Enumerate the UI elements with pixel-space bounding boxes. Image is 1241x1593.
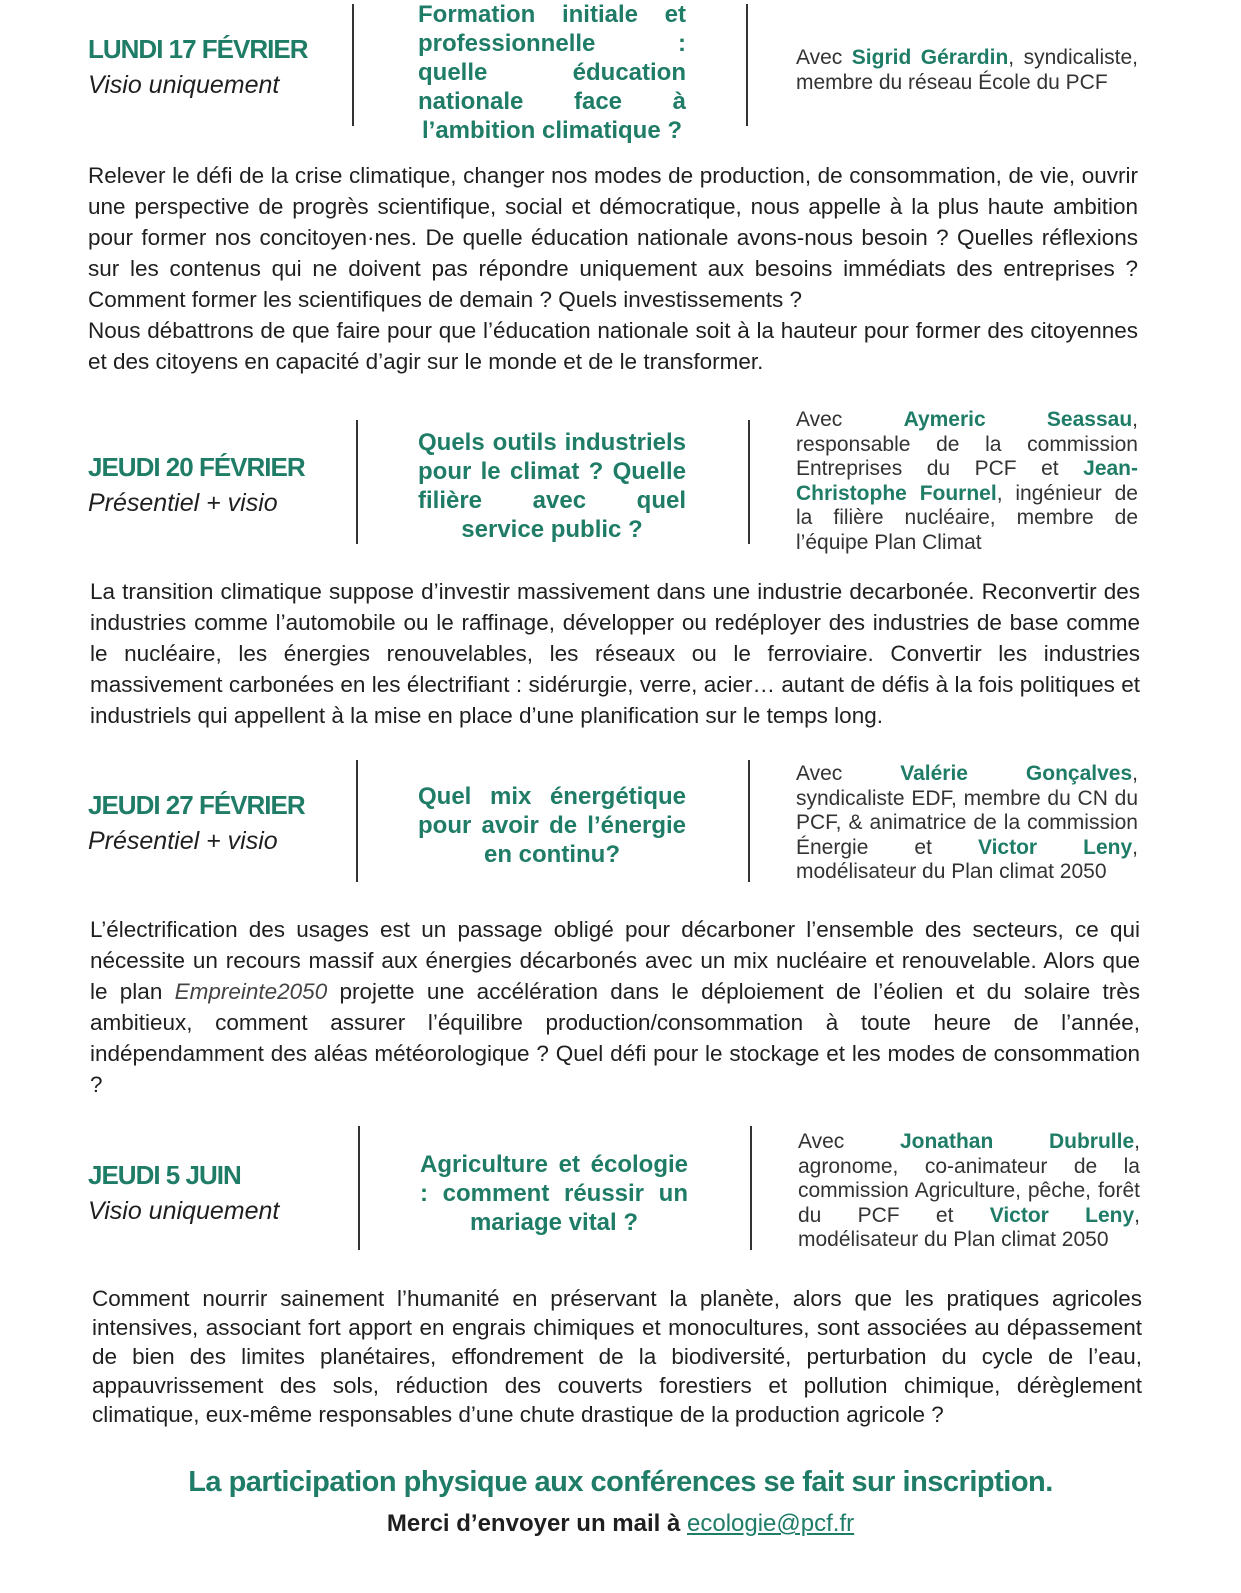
event-description-1 [88,160,1138,377]
event-mode: Présentiel + visio [88,827,278,855]
event-mode: Visio uniquement [88,1197,280,1225]
description-paragraph: Nous débattrons de que faire pour que l’éducation nationale soit à la hauteur pour former des citoyennes et des citoyens en capacité d’agir sur le monde et de le transformer. [88,318,1138,374]
divider [352,4,354,126]
divider [356,420,358,544]
speakers-prefix: Avec [798,1130,900,1153]
event-header-1 [88,0,1148,144]
description-paragraph: Comment nourrir sainement l’humanité en préservant la planète, alors que les pratiques agricoles intensives, associant fort apport en engrais chimiques et monocultures, sont associées au dépassement de bien des limites planétaires, effondrement de la biodiversité, perturbation du cycle de l’eau, appauvrissement des sols, réduction des couverts forestiers et pollution chimique, dérèglement climatique, eux-même responsables d’une chute drastique de la production agricole ? [92,1286,1142,1427]
divider [750,1126,752,1250]
event-header-4 [88,1126,1148,1256]
event-date: JEUDI 20 FÉVRIER [88,452,305,482]
event-header-2 [88,408,1148,554]
event-speakers [798,1130,1140,1253]
registration-notice: La participation physique aux conférences se fait sur inscription. [188,1466,1053,1498]
speaker-role: , modélisateur du Plan climat 2050 [796,835,1138,883]
contact-prefix: Merci d’envoyer un mail à [386,1510,687,1537]
event-date-block [88,34,350,100]
plan-name: Empreinte2050 [174,979,328,1004]
speaker-role: , syndicaliste EDF, membre du CN du PCF, & animatrice de la commission Énergie et [796,762,1138,859]
speaker-role: , agronome, co-animateur de la commission Agriculture, pêche, forêt du PCF et [798,1130,1140,1227]
speaker-name: Sigrid Gérardin [851,46,1009,69]
speaker-role: , syndicaliste, membre du réseau École du PCF [796,46,1138,94]
speaker-name: Jonathan Dubrulle [899,1130,1135,1153]
divider [748,760,750,882]
event-title: Agriculture et écologie : comment réussir un mariage vital ? [420,1151,688,1236]
event-mode: Visio uniquement [88,71,280,99]
event-date-block [88,1160,350,1226]
event-speakers [796,762,1138,885]
event-description-3 [90,914,1140,1100]
speakers-prefix: Avec [796,46,852,69]
event-date: JEUDI 5 JUIN [88,1160,241,1190]
divider [356,760,358,882]
divider [748,420,750,544]
speaker-role: , responsable de la commission Entreprises du PCF et [796,408,1138,480]
event-speakers [796,46,1138,95]
speakers-prefix: Avec [796,408,904,431]
speaker-name: Victor Leny [989,1203,1135,1227]
event-speakers [796,408,1138,555]
event-title-block [418,0,686,145]
divider [746,4,748,126]
speaker-name: Victor Leny [977,835,1133,859]
speaker-name: Aymeric Seassau [903,408,1133,431]
description-paragraph: Relever le défi de la crise climatique, changer nos modes de production, de consommation, de vie, ouvrir une perspective de progrès scientifique, social et démocratique, nous appelle à la plus haute ambition pour former nos concitoyen·nes. De quelle éducation nationale avons-nous besoin ? Quelles réflexions sur les contenus qui ne doivent pas répondre uniquement aux besoins immédiats des entreprises ? Comment former les scientifiques de demain ? Quels investissements ? [88,163,1138,312]
speaker-role: , ingénieur de la filière nucléaire, membre de l’équipe Plan Climat [796,481,1138,554]
event-title: Quels outils industriels pour le climat ? Quelle filière avec quel service public ? [418,429,686,543]
event-description-4 [92,1284,1142,1429]
description-paragraph: La transition climatique suppose d’investir massivement dans une industrie decarbonée. Reconvertir des industries comme l’automobile ou le raffinage, développer ou redéployer des industries de base comme le nucléaire, les énergies renouvelables, les réseaux ou le ferroviaire. Convertir les industries massivement carbonées en les électrifiant : sidérurgie, verre, acier… autant de défis à la fois politiques et industriels qui appellent à la mise en place d’une planification sur le temps long. [90,579,1140,728]
event-date: LUNDI 17 FÉVRIER [88,34,308,64]
speaker-name: Jean-Christophe Fournel [796,457,1138,505]
event-date-block [88,452,350,518]
speakers-prefix: Avec [796,762,901,785]
event-title-block [418,782,686,869]
description-paragraph [90,914,1140,1100]
event-description-2 [90,576,1140,731]
email-link[interactable]: ecologie@pcf.fr [687,1510,855,1537]
contact-line [0,1510,1241,1538]
event-title: Formation initiale et professionnelle : quelle éducation nationale face à l’ambition climatique ? [418,1,686,144]
divider [358,1126,360,1250]
event-date: JEUDI 27 FÉVRIER [88,790,305,820]
event-title-block [420,1150,688,1237]
event-date-block [88,790,350,856]
description-text: L’électrification des usages est un passage obligé pour décarboner l’ensemble des secteurs, ce qui nécessite un recours massif aux énergies décarbonés avec un mix nucléaire et renouvelable. Alors que le plan [90,917,1140,1004]
event-header-3 [88,760,1148,890]
speaker-name: Valérie Gonçalves [900,762,1133,785]
event-title-block [418,428,686,544]
speaker-role: , modélisateur du Plan climat 2050 [798,1203,1140,1251]
event-title: Quel mix énergétique pour avoir de l’énergie en continu? [418,783,686,868]
description-text: projette une accélération dans le déploiement de l’éolien et du solaire très ambitieux, comment assurer l’équilibre production/consommation à toute heure de l’année, indépendamment des aléas météorologique ? Quel défi pour le stockage et les modes de consommation ? [90,979,1140,1097]
event-mode: Présentiel + visio [88,489,278,517]
